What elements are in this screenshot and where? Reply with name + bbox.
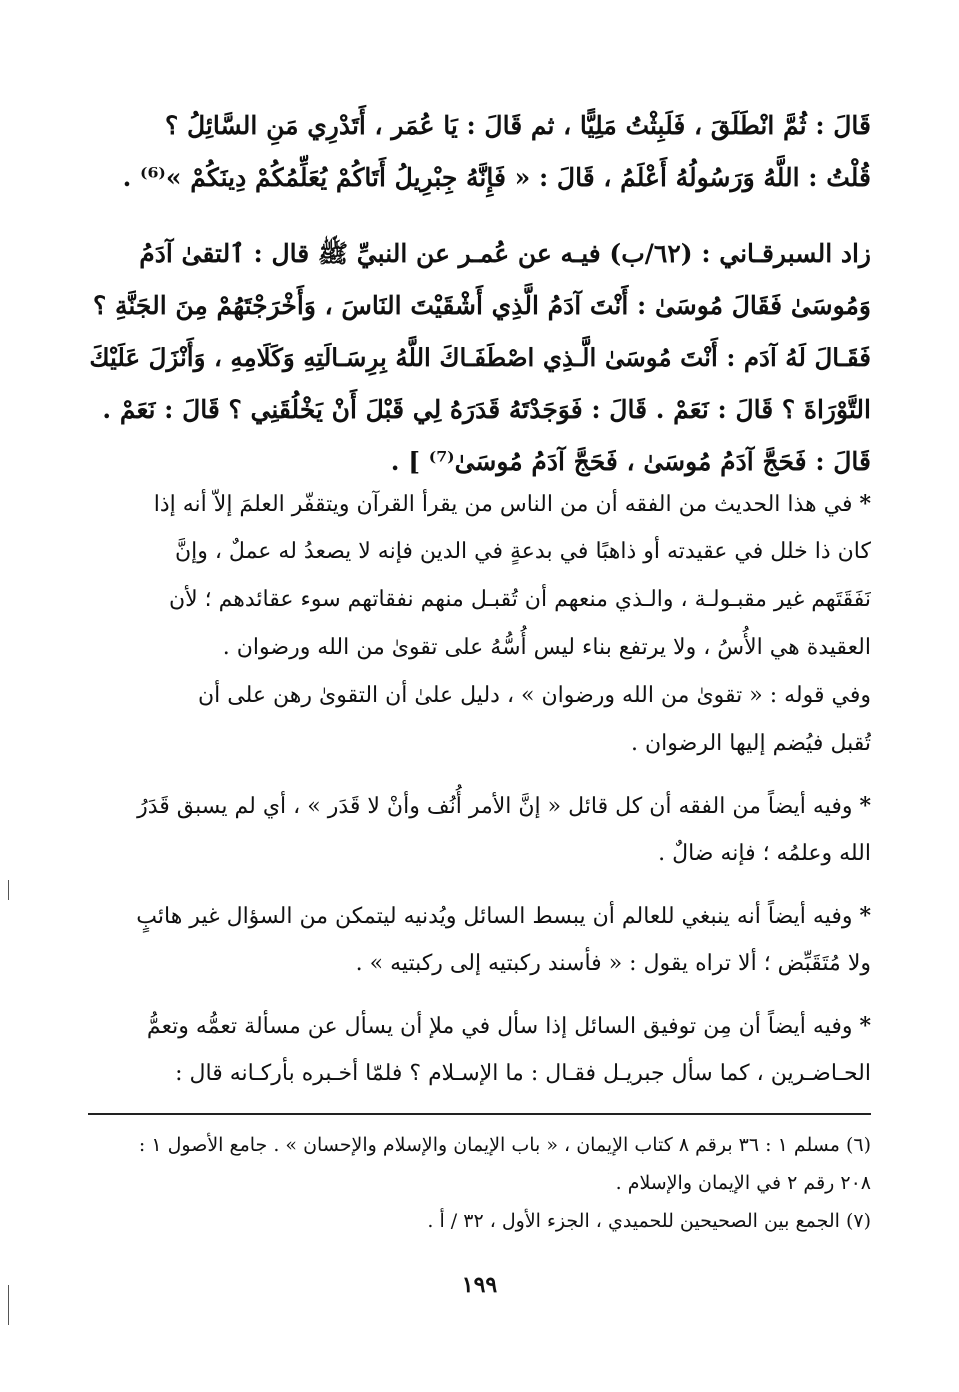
text-line: ولا مُتَقَبِّض ؛ ألا تراه يقول : « فأسند ركبتيه إلى ركبتيه » . <box>355 951 871 976</box>
text-line: التَّوْرَاةَ ؟ قَالَ : نَعَمْ . قَالَ : فَوَجَدْتَهُ قَدَرَهُ لِي قَبْلَ أَنْ يَخْلُقَنِي ؟ قَالَ : نَعَمْ . <box>102 395 871 424</box>
barqani-addition <box>81 228 871 488</box>
text-line: زاد السبرقـاني : (٦٢/ب) فيـه عن عُمـر عن النبيِّ ﷺ قال : ٱلتقىٰ آدَمُ <box>139 239 871 268</box>
footnote-separator <box>88 1113 871 1115</box>
bullet-marker: * <box>859 1013 871 1039</box>
hadith-passage <box>81 100 871 204</box>
text-line <box>81 782 871 830</box>
text-line: قَالَ : فَحَجَّ آدَمُ مُوسَىٰ ، فَحَجَّ آدَمُ مُوسَىٰ⁽⁷⁾ ] . <box>390 447 871 476</box>
page-number: ١٩٩ <box>461 1272 498 1298</box>
text-line <box>81 480 871 528</box>
text-line: فَقَـالَ لَهُ آدَم : أَنْتَ مُوسَىٰ الَّـذِي اصْطَفَـاكَ اللَّهُ بِرِسَـالَتِهِ وَكَلَامِهِ ، وَأَنْزَلَ عَلَيْكَ <box>89 343 871 372</box>
footnote-line: ٢٠٨ رقم ٢ في الإيمان والإسلام . <box>615 1172 871 1194</box>
text-line: تُقبل فيُضم إليها الرضوان . <box>631 731 871 756</box>
footnotes <box>81 1126 871 1240</box>
line-text: وفيه أيضاً من الفقه أن كل قائل « إنَّ الأمر أُنُف وأنْ لا قَدَر » ، أي لم يسبق قَدَرُ <box>137 794 853 819</box>
bullet-marker: * <box>859 903 871 929</box>
note-paragraph-1 <box>81 480 871 768</box>
text-line: وَمُوسَىٰ فَقَالَ مُوسَىٰ : أَنْتَ آدَمُ الَّذِي أَشْقَيْتَ النَاسَ ، وَأَخْرَجْتَهُمْ مِنَ الجَنَّةِ ؟ <box>93 291 871 320</box>
text-line: قَالَ : ثُمَّ انْطَلَقَ ، فَلَبِثْتُ مَلِيًّا ، ثم قَالَ : يَا عُمَر ، أَتَدْرِي مَنِ السَّائِلُ ؟ <box>165 111 871 140</box>
line-text: وفيه أيضاً أن مِن توفيق السائل إذا سأل في ملإ أن يسأل عن مسألة تعمُّه وتعمُّ <box>146 1014 853 1039</box>
text-line: قُلْتُ : اللَّهُ وَرَسُولُهُ أَعْلَمُ ، قَالَ : « فَإِنَّهُ جِبْرِيلُ أَتَاكُمْ يُعَلِّمُكُمْ دِينَكُمْ »⁽⁶⁾ . <box>122 163 871 192</box>
line-text: وفيه أيضاً أنه ينبغي للعالم أن يبسط السائل ويُدنيه ليتمكن من السؤال غير هائبٍ <box>136 904 853 929</box>
bullet-marker: * <box>859 793 871 819</box>
text-line: كان ذا خلل في عقيدته أو ذاهبًا في بدعةٍ في الدين فإنه لا يصعدُ له عملٌ ، وإنَّ <box>174 539 871 564</box>
note-paragraph-3 <box>81 892 871 988</box>
text-line: العقيدة هي الأُسُ ، ولا يرتفع بناء ليس أُسُّهُ على تقوىٰ من الله ورضوان . <box>222 635 871 660</box>
line-text: في هذا الحديث من الفقه أن من الناس من يقرأ القرآن ويتقفّر العلمَ إلاّ أنه إذا <box>153 492 853 517</box>
text-line <box>81 892 871 940</box>
text-line: وفي قوله : « تقوىٰ من الله ورضوان » ، دليل علىٰ أن التقوىٰ رهن على أن <box>198 683 871 708</box>
scan-margin-mark <box>8 1285 9 1325</box>
scan-margin-mark <box>8 880 9 900</box>
text-line <box>81 1002 871 1050</box>
note-paragraph-4 <box>81 1002 871 1098</box>
footnote-line: (٧) الجمع بين الصحيحين للحميدي ، الجزء الأول ، ٣٢ / أ . <box>427 1210 871 1232</box>
text-line: الله وعلمُه ؛ فإنه ضالٌ . <box>658 841 871 866</box>
footnote-line: (٦) مسلم ١ : ٣٦ برقم ٨ كتاب الإيمان ، « باب الإيمان والإسلام والإحسان » . جامع الأصول ١ : <box>138 1134 871 1156</box>
note-paragraph-2 <box>81 782 871 878</box>
text-line: نَفَقَتَهم غير مقبـولـة ، والـذي منعهم أن تُقبـل منهم نفقاتهم سوء عقائدهم ؛ لأن <box>168 587 871 612</box>
text-line: الحـاضـرين ، كما سأل جبريـل فقـال : ما الإسـلام ؟ فلمّا أخـبره بأركـانه قال : <box>175 1061 871 1086</box>
commentary <box>81 480 871 1098</box>
bullet-marker: * <box>859 491 871 517</box>
